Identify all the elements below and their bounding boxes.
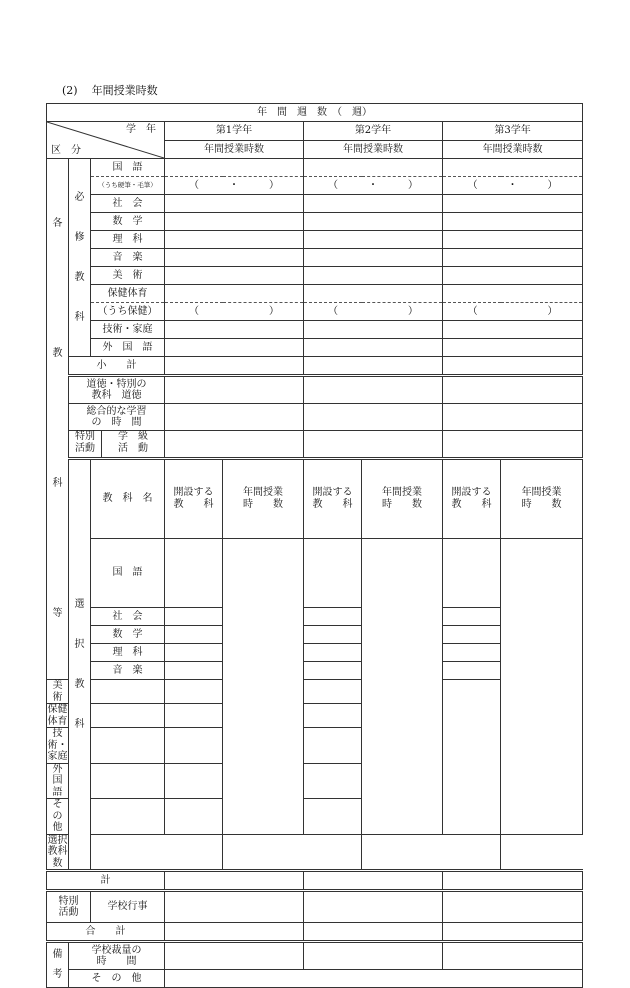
- elective-item: 技術・家庭: [47, 728, 68, 762]
- g1-kokugo-sub: （ ・ ）: [165, 177, 304, 195]
- kei-label: 計: [47, 871, 165, 891]
- tou-char: 等: [52, 608, 63, 619]
- section-number: (2): [62, 84, 78, 97]
- grade-1-header: 第1学年: [165, 122, 304, 141]
- hoken-label: 保健体育: [91, 285, 165, 303]
- elective-item: 理 科: [91, 644, 165, 662]
- elective-count-label: 選択教科数: [47, 834, 68, 869]
- kubun-label: 区 分: [51, 144, 81, 156]
- elective-item: 保健体育: [47, 704, 68, 727]
- biko-column: 備 考: [47, 942, 69, 988]
- sentaku-column: 選 択 教 科: [69, 459, 91, 871]
- moral-label: 道徳・特別の 教科 道徳: [69, 376, 165, 404]
- rika-label: 理 科: [91, 231, 165, 249]
- gakko-sairyou-label: 学校裁量の 時 間: [69, 942, 165, 970]
- g1-kokugo: [165, 159, 304, 177]
- shokei-label: 小 計: [69, 357, 165, 376]
- kokugo-sub-label: （うち硬筆・毛筆）: [91, 177, 165, 195]
- g3-kokugo-sub: （ ・ ）: [443, 177, 583, 195]
- elective-item: 社 会: [91, 608, 165, 626]
- kokugo-label: 国 語: [91, 159, 165, 177]
- kakukyoka-tou-column: [47, 159, 69, 680]
- nenkan-header-2: 年間授業 時 数: [362, 459, 443, 539]
- ka-char: 科: [52, 478, 63, 489]
- section-heading: [62, 82, 172, 98]
- annual-hours-header: 年間授業時数: [443, 140, 583, 159]
- bijutsu-label: 美 術: [91, 267, 165, 285]
- gaikokugo-label: 外 国 語: [91, 339, 165, 357]
- sogo-label: 総合的な学習 の 時 間: [69, 404, 165, 431]
- g3-hoken-sub: （ ）: [443, 303, 583, 321]
- gokei-label: 合 計: [47, 923, 165, 942]
- g1-hoken-sub: （ ）: [165, 303, 304, 321]
- tokkatsu-gakkyu-label: 特別 活動 学 級 活 動: [69, 431, 165, 459]
- elective-item: 数 学: [91, 626, 165, 644]
- elective-item: 外 国 語: [47, 763, 69, 799]
- hoken-sub-label: （うち保健）: [91, 303, 165, 321]
- kaisetsu-header-3: 開設する 教 科: [443, 459, 501, 539]
- kyoka-mei-header: 教 科 名: [91, 459, 165, 539]
- gijutsu-label: 技術・家庭: [91, 321, 165, 339]
- biko-sonota-label: そ の 他: [69, 970, 165, 988]
- sugaku-label: 数 学: [91, 213, 165, 231]
- shakai-label: 社 会: [91, 195, 165, 213]
- elective-item: 美 術: [47, 680, 69, 704]
- annual-hours-header: 年間授業時数: [304, 140, 443, 159]
- weeks-header: 年 間 週 数 （ 週）: [47, 104, 583, 122]
- elective-item: そ の 他: [47, 799, 69, 835]
- g2-kokugo: [304, 159, 443, 177]
- ongaku-label: 音 楽: [91, 249, 165, 267]
- g2-hoken-sub: （ ）: [304, 303, 443, 321]
- g2-kokugo-sub: （ ・ ）: [304, 177, 443, 195]
- kaku-char: 各: [52, 218, 63, 229]
- elective-item: 国 語: [91, 538, 165, 608]
- grade-3-header: 第3学年: [443, 122, 583, 141]
- elective-item: 音 楽: [91, 662, 165, 680]
- kaisetsu-header-1: 開設する 教 科: [165, 459, 223, 539]
- g3-kokugo: [443, 159, 583, 177]
- kubun-diagonal-header: [47, 122, 165, 159]
- annual-hours-table: [46, 103, 583, 988]
- kaisetsu-header-2: 開設する 教 科: [304, 459, 362, 539]
- kyo-char: 教: [52, 348, 63, 359]
- gakko-gyoji-label: 学校行事: [91, 891, 165, 923]
- section-title: 年間授業時数: [91, 84, 158, 97]
- grade-2-header: 第2学年: [304, 122, 443, 141]
- nenkan-header-3: 年間授業 時 数: [501, 459, 583, 539]
- nenkan-header-1: 年間授業 時 数: [223, 459, 304, 539]
- hisshu-column: 必 修 教 科: [69, 159, 91, 357]
- gakunen-label: 学 年: [126, 124, 156, 135]
- tokkatsu-gakko-label: 特別 活動: [47, 891, 91, 923]
- annual-hours-header: 年間授業時数: [165, 140, 304, 159]
